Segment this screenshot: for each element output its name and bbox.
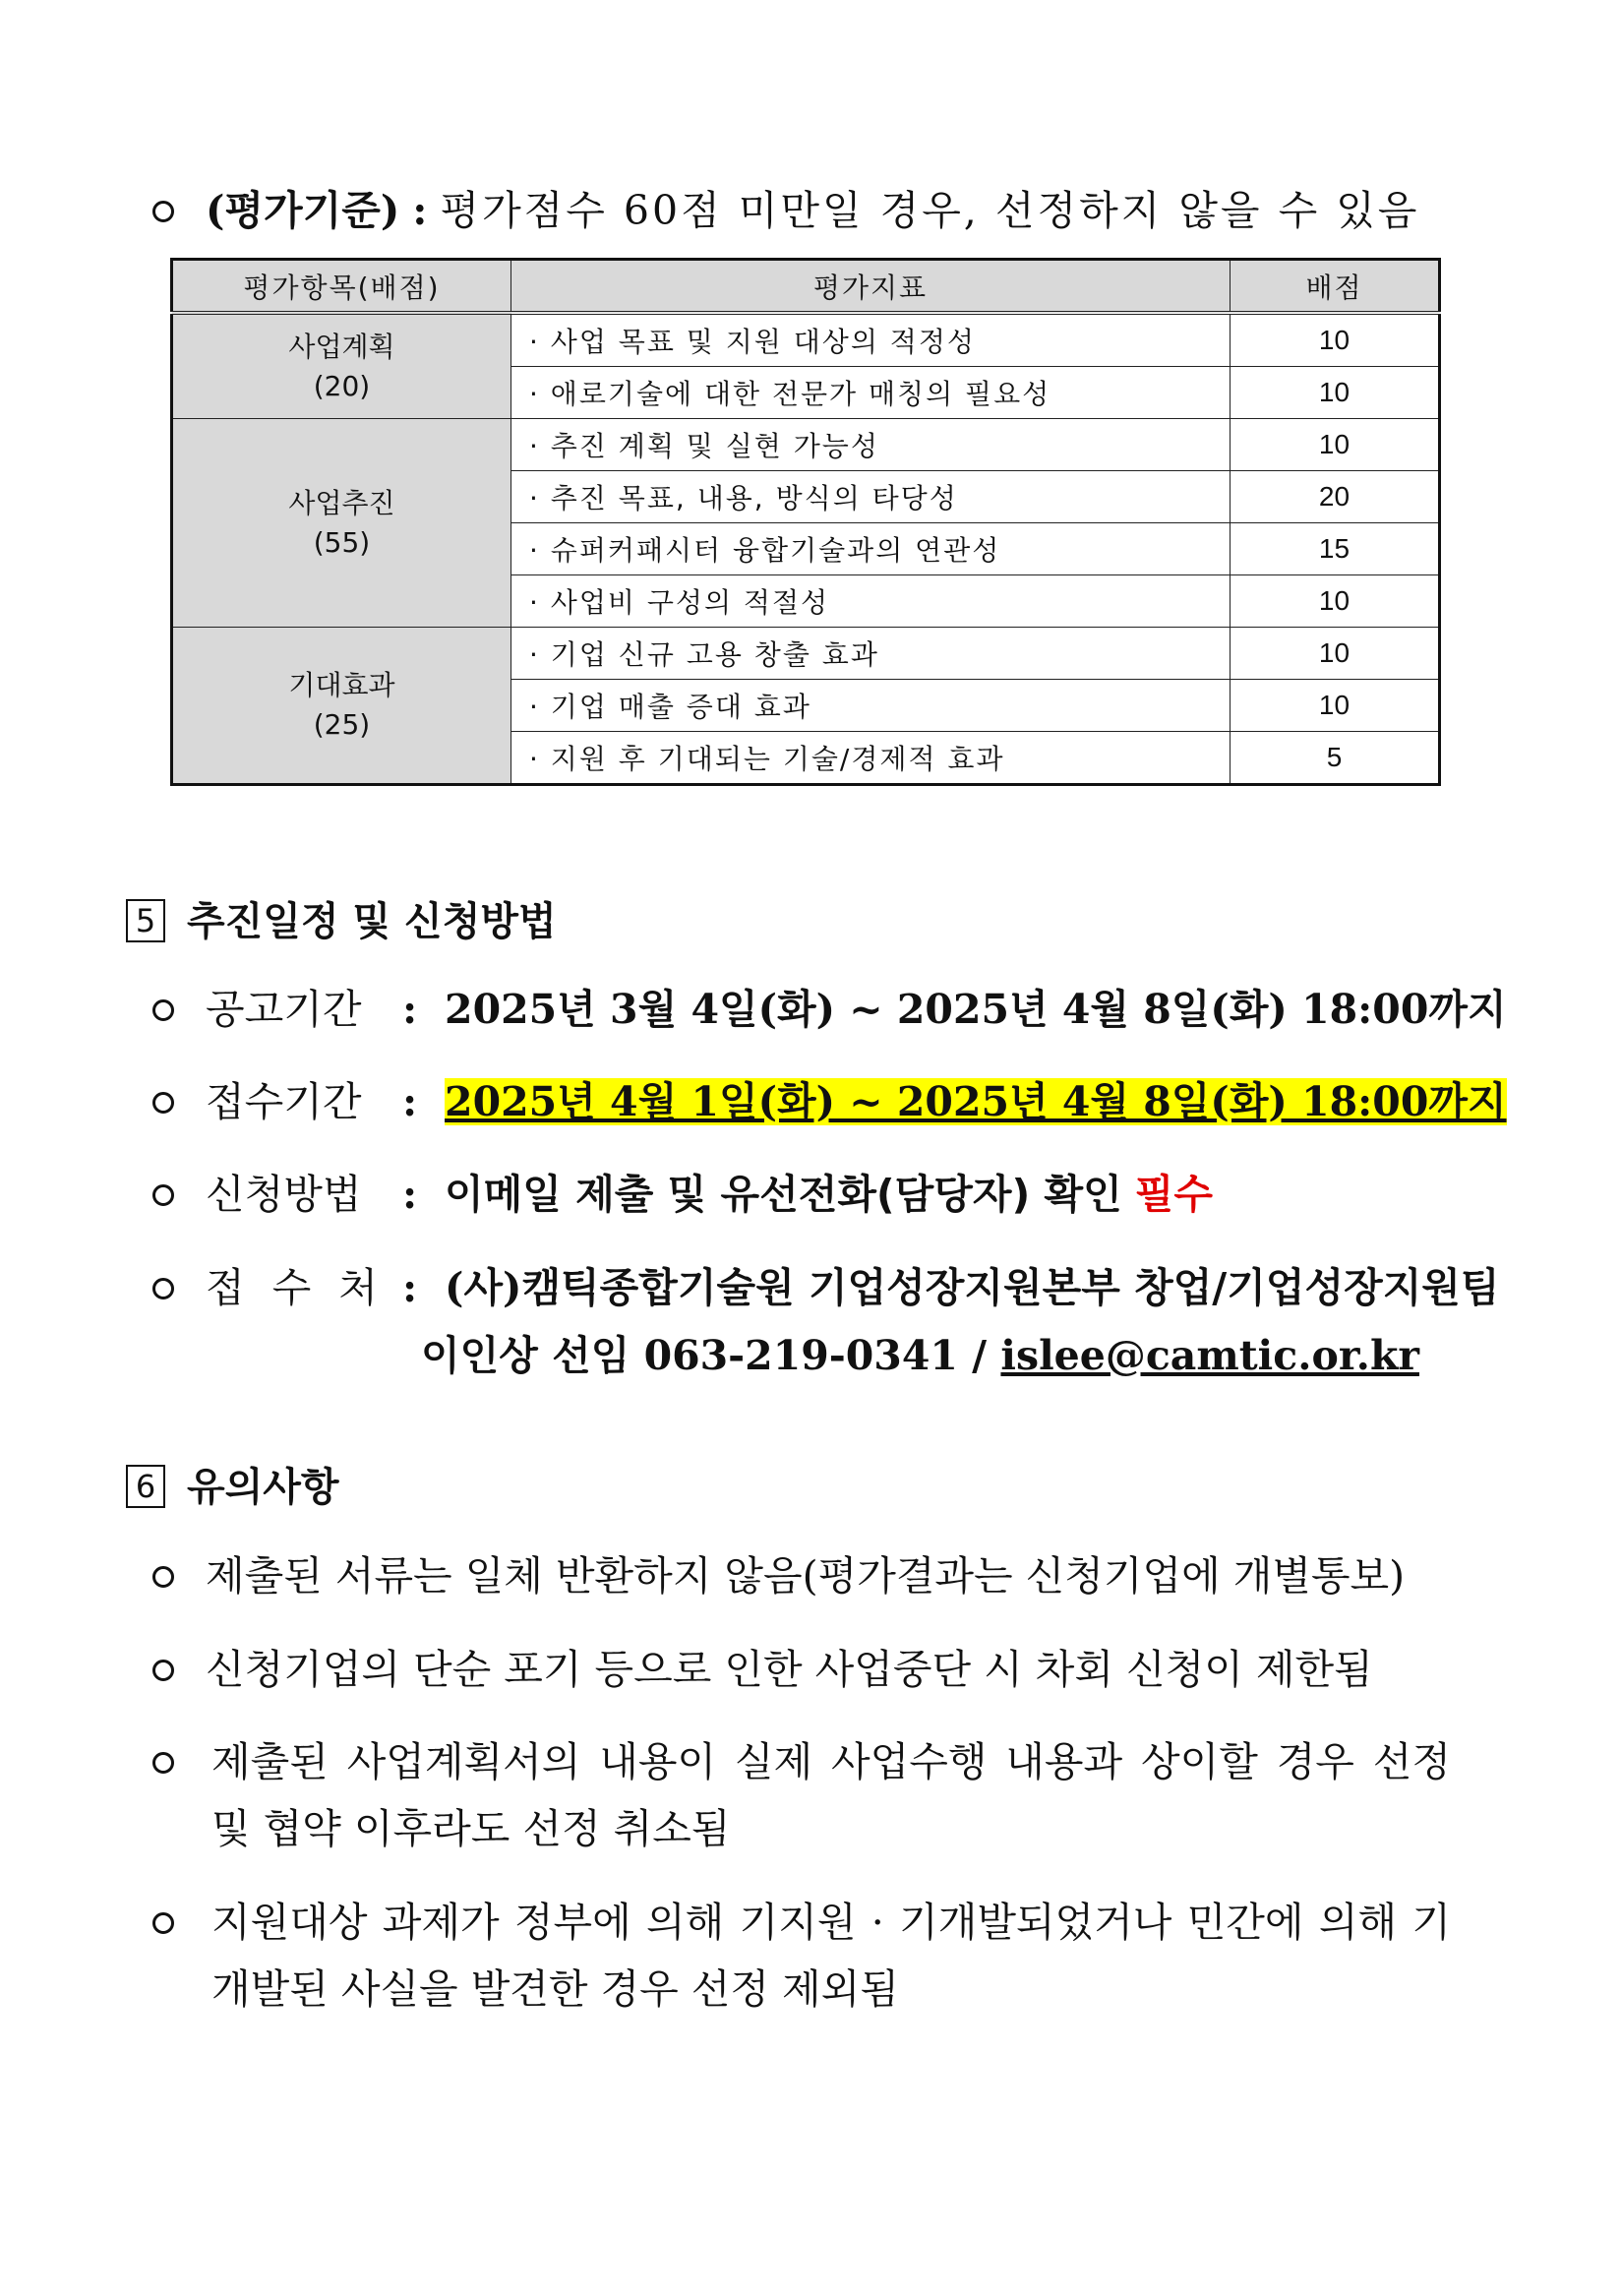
- announce-label: 공고기간: [206, 986, 362, 1033]
- note-item: [152, 1550, 1405, 1601]
- section-number-box: 6: [126, 1465, 165, 1508]
- bullet-circle-icon: [152, 1752, 174, 1774]
- bullet-circle-icon: [152, 1912, 174, 1934]
- indicator-cell: · 추진 목표, 내용, 방식의 타당성: [511, 471, 1231, 523]
- indicator-cell: · 애로기술에 대한 전문가 매칭의 필요성: [511, 367, 1231, 419]
- bullet-circle-icon: [152, 1184, 174, 1206]
- method-value: 이메일 제출 및 유선전화(담당자) 확인: [445, 1171, 1122, 1218]
- note-text: 지원대상 과제가 정부에 의해 기지원 · 기개발되었거나 민간에 의해 기개발된 사실을 발견한 경우 선정 제외됨: [211, 1899, 1451, 2013]
- criteria-label: (평가기준): [206, 187, 400, 234]
- indicator-cell: · 기업 신규 고용 창출 효과: [511, 628, 1231, 680]
- section-number-box: 5: [126, 899, 165, 942]
- category-cell: [172, 419, 511, 628]
- table-row: [172, 313, 1440, 367]
- score-cell: 10: [1231, 313, 1440, 367]
- table-row: [172, 419, 1440, 471]
- category-name: 사업추진: [288, 486, 395, 519]
- indicator-cell: · 슈퍼커패시터 융합기술과의 연관성: [511, 523, 1231, 575]
- category-name: 사업계획: [288, 330, 395, 363]
- note-bullet: [152, 1897, 206, 1948]
- receipt-label: 접수기간: [206, 1078, 362, 1125]
- table-header-row: [172, 260, 1440, 314]
- colon: :: [402, 1264, 418, 1311]
- category-points: (20): [313, 369, 371, 402]
- contact-person: 이인상 선임 063-219-0341 /: [421, 1332, 1001, 1379]
- office-label: 접수처: [206, 1264, 405, 1311]
- bullet-circle-icon: [152, 1660, 174, 1681]
- method-label: 신청방법: [206, 1171, 362, 1218]
- note-text: 제출된 서류는 일체 반환하지 않음(평가결과는 신청기업에 개별통보): [206, 1552, 1406, 1600]
- indicator-cell: · 추진 계획 및 실현 가능성: [511, 419, 1231, 471]
- apply-method-line: [152, 1169, 1213, 1220]
- office-line: [152, 1262, 1500, 1313]
- score-cell: 20: [1231, 471, 1440, 523]
- table-row: [172, 628, 1440, 680]
- score-cell: 5: [1231, 732, 1440, 785]
- category-cell: [172, 628, 511, 785]
- note-text: 신청기업의 단순 포기 등으로 인한 사업중단 시 차회 신청이 제한됨: [206, 1646, 1373, 1693]
- bullet-circle-icon: [152, 201, 174, 222]
- section-5-heading: [126, 890, 557, 946]
- indicator-cell: · 지원 후 기대되는 기술/경제적 효과: [511, 732, 1231, 785]
- colon: :: [402, 1078, 418, 1125]
- category-cell: [172, 313, 511, 419]
- category-points: (55): [313, 525, 371, 559]
- criteria-colon: :: [412, 187, 428, 234]
- score-cell: 10: [1231, 419, 1440, 471]
- announce-value: 2025년 3월 4일(화) ~ 2025년 4월 8일(화) 18:00까지: [445, 986, 1507, 1033]
- colon: :: [402, 986, 418, 1033]
- score-cell: 10: [1231, 367, 1440, 419]
- bullet-circle-icon: [152, 1566, 174, 1588]
- required-mark: 필수: [1134, 1171, 1213, 1218]
- note-text: 제출된 사업계획서의 내용이 실제 사업수행 내용과 상이할 경우 선정 및 협약 이후라도 선정 취소됨: [211, 1738, 1451, 1852]
- contact-email-link[interactable]: islee@camtic.or.kr: [1000, 1332, 1419, 1379]
- criteria-text: 평가점수 60점 미만일 경우, 선정하지 않을 수 있음: [440, 187, 1420, 234]
- category-points: (25): [313, 708, 371, 741]
- header-category: 평가항목(배점): [172, 260, 511, 314]
- office-contact-line: [421, 1330, 1419, 1381]
- receipt-period-line: [152, 1076, 1507, 1127]
- score-cell: 10: [1231, 575, 1440, 628]
- announce-period-line: [152, 984, 1507, 1035]
- evaluation-table: [170, 258, 1441, 786]
- bullet-circle-icon: [152, 999, 174, 1021]
- section-title: 추진일정 및 신청방법: [187, 899, 557, 944]
- criteria-line: [152, 185, 1419, 236]
- office-name: (사)캠틱종합기술원 기업성장지원본부 창업/기업성장지원팀: [445, 1264, 1500, 1311]
- receipt-value-highlight: 2025년 4월 1일(화) ~ 2025년 4월 8일(화) 18:00까지: [445, 1078, 1507, 1125]
- score-cell: 10: [1231, 680, 1440, 732]
- bullet-circle-icon: [152, 1092, 174, 1114]
- header-indicator: 평가지표: [511, 260, 1231, 314]
- bullet-circle-icon: [152, 1278, 174, 1299]
- category-name: 기대효과: [288, 669, 395, 701]
- indicator-cell: · 사업비 구성의 적절성: [511, 575, 1231, 628]
- score-cell: 10: [1231, 628, 1440, 680]
- indicator-cell: · 기업 매출 증대 효과: [511, 680, 1231, 732]
- note-item: [152, 1644, 1373, 1695]
- note-bullet: [152, 1736, 206, 1787]
- indicator-cell: · 사업 목표 및 지원 대상의 적정성: [511, 313, 1231, 367]
- score-cell: 15: [1231, 523, 1440, 575]
- header-score: 배점: [1231, 260, 1440, 314]
- colon: :: [402, 1171, 418, 1218]
- section-title: 유의사항: [187, 1465, 339, 1510]
- section-6-heading: [126, 1456, 339, 1512]
